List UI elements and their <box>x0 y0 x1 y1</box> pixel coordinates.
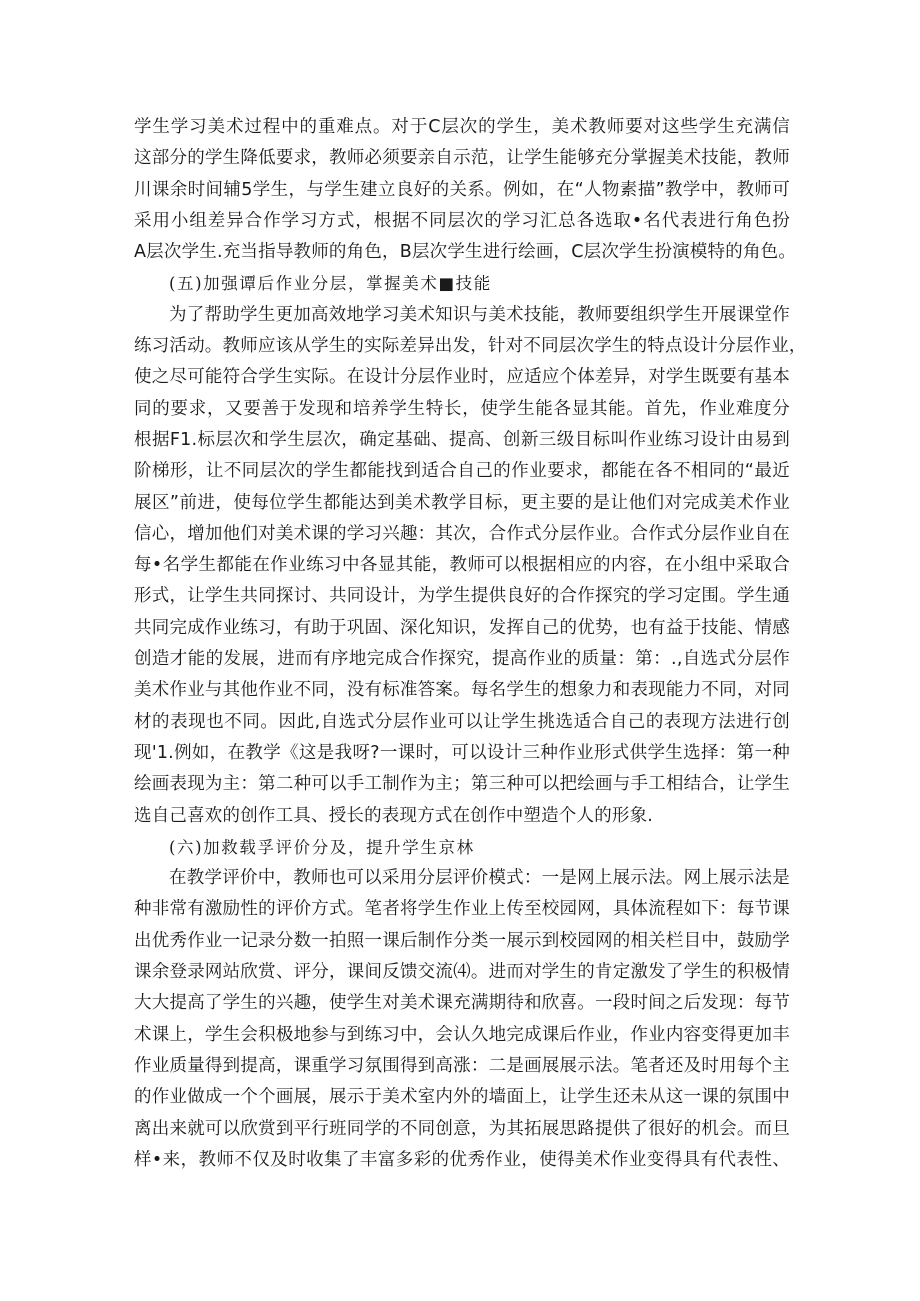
text-line: 这部分的学生降低要求，教师必须要亲自示范，让学生能够充分掌握美术技能，教师 <box>134 148 790 169</box>
text-line: A层次学生.充当指导教师的角色，B层次学生进行绘画，C层次学生扮演模特的角色。 <box>134 242 797 263</box>
text-line: 川课余时间辅5学生，与学生建立良好的关系。例如，在“人物素描”教学中，教师可 <box>134 179 790 200</box>
text-line: 形式，让学生共同探讨、共同设计，为学生提供良好的合作探究的学习定围。学生通 <box>134 586 790 607</box>
text-line: 阶梯形，让不同层次的学生都能找到适合自己的作业要求，都能在各不相同的“最近 <box>134 461 790 482</box>
text-line: 材的表现也不同。因此,自选式分层作业可以让学生挑选适合自己的表现方法进行创 <box>134 711 790 732</box>
text-line: 每•名学生都能在作业练习中各显其能，教师可以根据相应的内容，在小组中采取合 <box>134 555 790 576</box>
text-line: 同的要求，又要善于发现和培养学生特长，使学生能各显其能。首先，作业难度分 <box>134 398 790 419</box>
text-line: 练习活动。教师应该从学生的实际差异出发，针对不同层次学生的特点设计分层作业， <box>134 336 807 357</box>
text-line: 术课上，学生会积极地参与到练习中，会认久地完成课后作业，作业内容变得更加丰 <box>134 1024 790 1045</box>
text-line: 种非常有激励性的评价方式。笔者将学生作业上传至校园网，具体流程如下：每节课 <box>134 899 790 920</box>
text-line: 的作业做成一个个画展，展示于美术室内外的墙面上，让学生还未从这一课的氛围中 <box>134 1087 790 1108</box>
text-line: 在教学评价中，教师也可以采用分层评价模式：一是网上展示法。网上展示法是 <box>169 868 790 889</box>
text-line: 为了帮助学生更加高效地学习美术知识与美术技能，教师要组织学生开展课堂作 <box>169 304 790 325</box>
text-line: 现'1.例如，在教学《这是我呀?一课时，可以设计三种作业形式供学生选择：第一种 <box>134 742 790 763</box>
text-line: 课余登录网站欣赏、评分，课间反馈交流⑷。进而对学生的肯定激发了学生的积极情 <box>134 962 790 983</box>
text-line: 使之尽可能符合学生实际。在设计分层作业时，应适应个体差异，对学生既要有基本 <box>134 367 790 388</box>
text-line: 创造才能的发展，进而有序地完成合作探究，提高作业的质量：第：.,自选式分层作 <box>134 649 790 670</box>
text-line: 信心，增加他们对美术课的学习兴趣：其次，合作式分层作业。合作式分层作业自在 <box>134 523 790 544</box>
text-line: 根据F1.标层次和学生层次，确定基础、提高、创新三级目标叫作业练习设计由易到 <box>134 429 790 450</box>
text-line: 离出来就可以欣赏到平行班同学的不同创意，为其拓展思路提供了很好的机会。而旦 <box>134 1118 790 1139</box>
section-heading: (五)加强谭后作业分层，掌握美术■技能 <box>169 274 492 294</box>
article-body <box>134 112 807 1176</box>
text-line: 选自己喜欢的创作工具、授长的表现方式在创作中塑造个人的形象. <box>134 805 654 826</box>
text-line: 学生学习美术过程中的重难点。对于C层次的学生，美术教师要对这些学生充满信 <box>134 117 790 137</box>
section-heading: (六)加救载孚评价分及，提升学生京林 <box>169 837 475 857</box>
text-line: 大大提高了学生的兴趣，使学生对美术课充满期待和欣喜。一段时间之后发现：每节 <box>134 993 790 1014</box>
text-line: 作业质量得到提高，课重学习氛围得到高涨：二是画展展示法。笔者还及时用每个主 <box>134 1055 790 1076</box>
text-line: 美术作业与其他作业不同，没有标准答案。每名学生的想象力和表现能力不同，对同 <box>134 680 790 701</box>
text-line: 共同完成作业练习，有助于巩固、深化知识，发挥自己的优势，也有益于技能、情感 <box>134 617 790 638</box>
text-line: 绘画表现为主：第二种可以手工制作为主；第三种可以把绘画与手工相结合，让学生 <box>134 774 790 795</box>
text-line: 展区”前进，使每位学生都能达到美术教学目标，更主要的是让他们对完成美术作业 <box>134 492 790 513</box>
text-line: 样•来，教师不仅及时收集了丰富多彩的优秀作业，使得美术作业变得具有代表性、 <box>134 1149 790 1170</box>
text-line: 出优秀作业一记录分数一拍照一课后制作分类一展示到校园网的相关栏目中，鼓励学 <box>134 930 790 951</box>
text-line: 采用小组差异合作学习方式，根据不同层次的学习汇总各选取•名代表进行角色扮 <box>134 210 790 231</box>
